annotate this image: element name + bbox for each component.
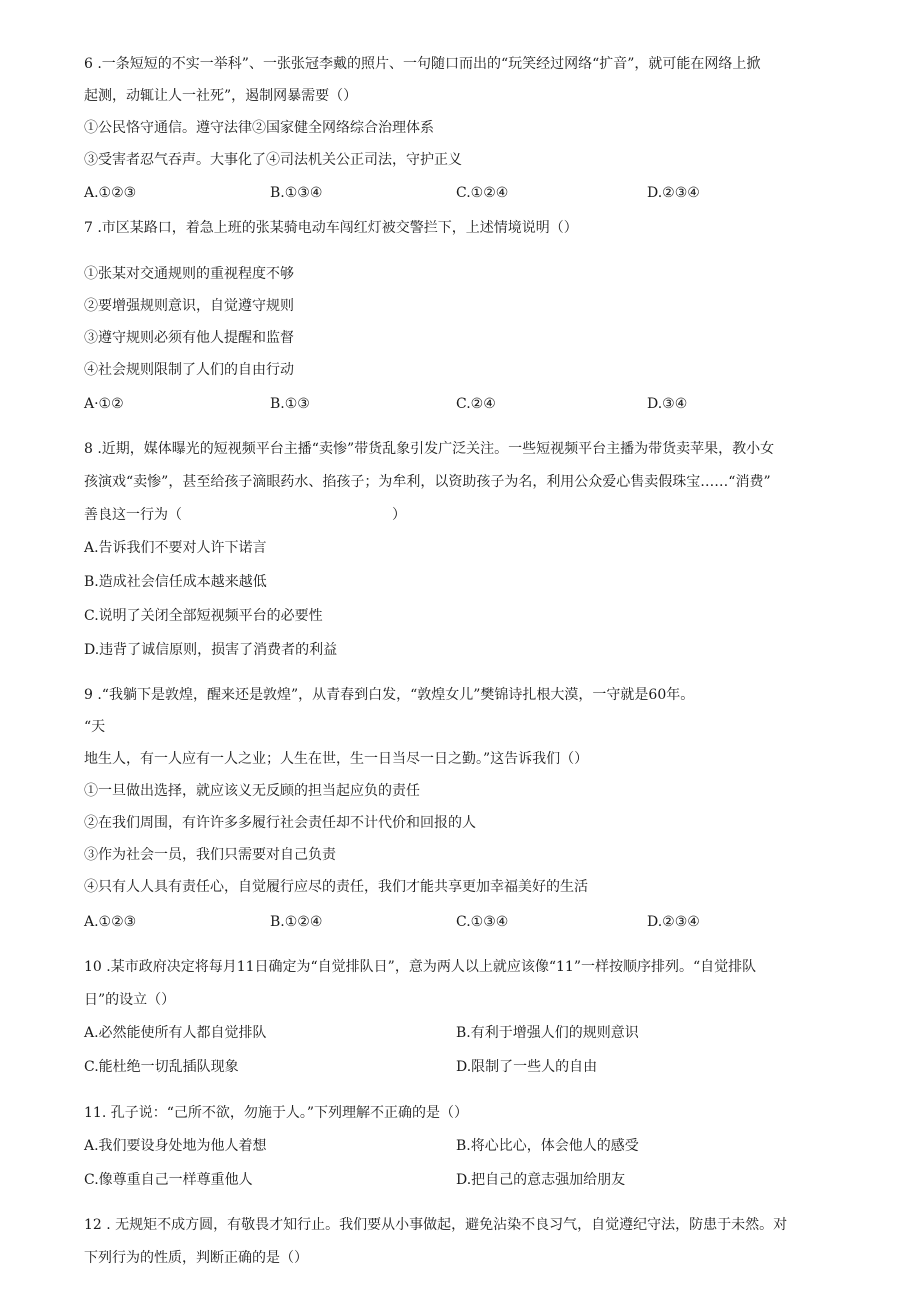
q8-stem-line1: 8 .近期，媒体曝光的短视频平台主播“卖惨”带货乱象引发广泛关注。一些短视频平台主播为带货卖苹果，教小女 (84, 441, 775, 457)
q10-option-d: D.限制了一些人的自由 (456, 1059, 598, 1075)
q9-stem-line3: 地生人，有一人应有一人之业；人生在世，生一日当尽一日之勤。”这告诉我们（） (84, 751, 589, 767)
q8-stem-line3 (84, 505, 406, 525)
q8-stem-close: ） (392, 507, 406, 523)
q7-option-b: B.①③ (270, 396, 310, 412)
q12-stem-line2: 下列行为的性质，判断正确的是（） (84, 1250, 308, 1266)
q7-option-a: A·①② (84, 396, 124, 412)
q9-option-d: D.②③④ (647, 914, 700, 930)
q9-stem-line2: “天 (84, 719, 106, 735)
q8-option-c: C.说明了关闭全部短视频平台的必要性 (84, 608, 323, 624)
q9-stem-line1: 9 .“我躺下是敦煌，醒来还是敦煌”，从青春到白发，“敦煌女儿”樊锦诗扎根大漠，一守就是60年。 (84, 687, 695, 703)
q7-item-2: ②要增强规则意识，自觉遵守规则 (84, 298, 294, 314)
q7-stem: 7 .市区某路口，着急上班的张某骑电动车闯红灯被交警拦下，上述情境说明（） (84, 220, 578, 236)
q8-stem-text: 善良这一行为（ (84, 507, 182, 523)
q10-option-b: B.有利于增强人们的规则意识 (456, 1025, 639, 1041)
q6-item-line2: ③受害者忍气吞声。大事化了④司法机关公正司法，守护正义 (84, 152, 462, 168)
q11-option-d: D.把自己的意志强加给朋友 (456, 1172, 626, 1188)
q11-stem: 11. 孔子说：“己所不欲，勿施于人。”下列理解不正确的是（） (84, 1105, 469, 1121)
q11-option-a: A.我们要设身处地为他人着想 (84, 1138, 267, 1154)
q9-item-1: ①一旦做出选择，就应该义无反顾的担当起应负的责任 (84, 783, 420, 799)
q11-option-b: B.将心比心，体会他人的感受 (456, 1138, 639, 1154)
q8-stem-line2: 孩演戏“卖惨”，甚至给孩子滴眼药水、掐孩子；为牟利，以资助孩子为名，利用公众爱心售卖假珠宝……“消费” (84, 474, 771, 490)
q9-option-b: B.①②④ (270, 914, 323, 930)
q7-option-d: D.③④ (647, 396, 688, 412)
q8-option-b: B.造成社会信任成本越来越低 (84, 574, 267, 590)
q8-option-d: D.违背了诚信原则，损害了消费者的利益 (84, 642, 338, 658)
q11-option-c: C.像尊重自己一样尊重他人 (84, 1172, 253, 1188)
q9-item-3: ③作为社会一员，我们只需要对自己负责 (84, 847, 336, 863)
q10-option-c: C.能杜绝一切乱插队现象 (84, 1059, 239, 1075)
q8-option-a: A.告诉我们不要对人许下诺言 (84, 540, 267, 556)
q9-option-c: C.①③④ (456, 914, 509, 930)
q6-option-b: B.①③④ (270, 185, 323, 201)
q12-stem-line1: 12 . 无规矩不成方圆，有敬畏才知行止。我们要从小事做起，避免沾染不良习气，自觉遵纪守法，防患于未然。对 (84, 1217, 788, 1233)
q9-item-4: ④只有人人具有责任心，自觉履行应尽的责任，我们才能共享更加幸福美好的生活 (84, 879, 588, 895)
q6-stem-line1: 6 .一条短短的不实一举科”、一张张冠李戴的照片、一句随口而出的“玩笑经过网络“扩音”，就可能在网络上掀 (84, 56, 761, 72)
q9-option-a: A.①②③ (84, 914, 137, 930)
q10-stem-line2: 日”的设立（） (84, 992, 176, 1008)
q7-item-3: ③遵守规则必须有他人提醒和监督 (84, 330, 294, 346)
q10-stem-line1: 10 .某市政府决定将每月11日确定为“自觉排队日”，意为两人以上就应该像“11”一样按顺序排列。“自觉排队 (84, 959, 757, 975)
q6-item-line1: ①公民恪守通信。遵守法律②国家健全网络综合治理体系 (84, 120, 434, 136)
q7-option-c: C.②④ (456, 396, 496, 412)
q6-option-a: A.①②③ (84, 185, 137, 201)
q7-item-4: ④社会规则限制了人们的自由行动 (84, 362, 294, 378)
q6-option-d: D.②③④ (647, 185, 700, 201)
q6-stem-line2: 起测，动辄让人一社死”，遏制网暴需要（） (84, 88, 358, 104)
q10-option-a: A.必然能使所有人都自觉排队 (84, 1025, 267, 1041)
q6-option-c: C.①②④ (456, 185, 509, 201)
q9-item-2: ②在我们周围，有许许多多履行社会责任却不计代价和回报的人 (84, 815, 476, 831)
q7-item-1: ①张某对交通规则的重视程度不够 (84, 266, 294, 282)
